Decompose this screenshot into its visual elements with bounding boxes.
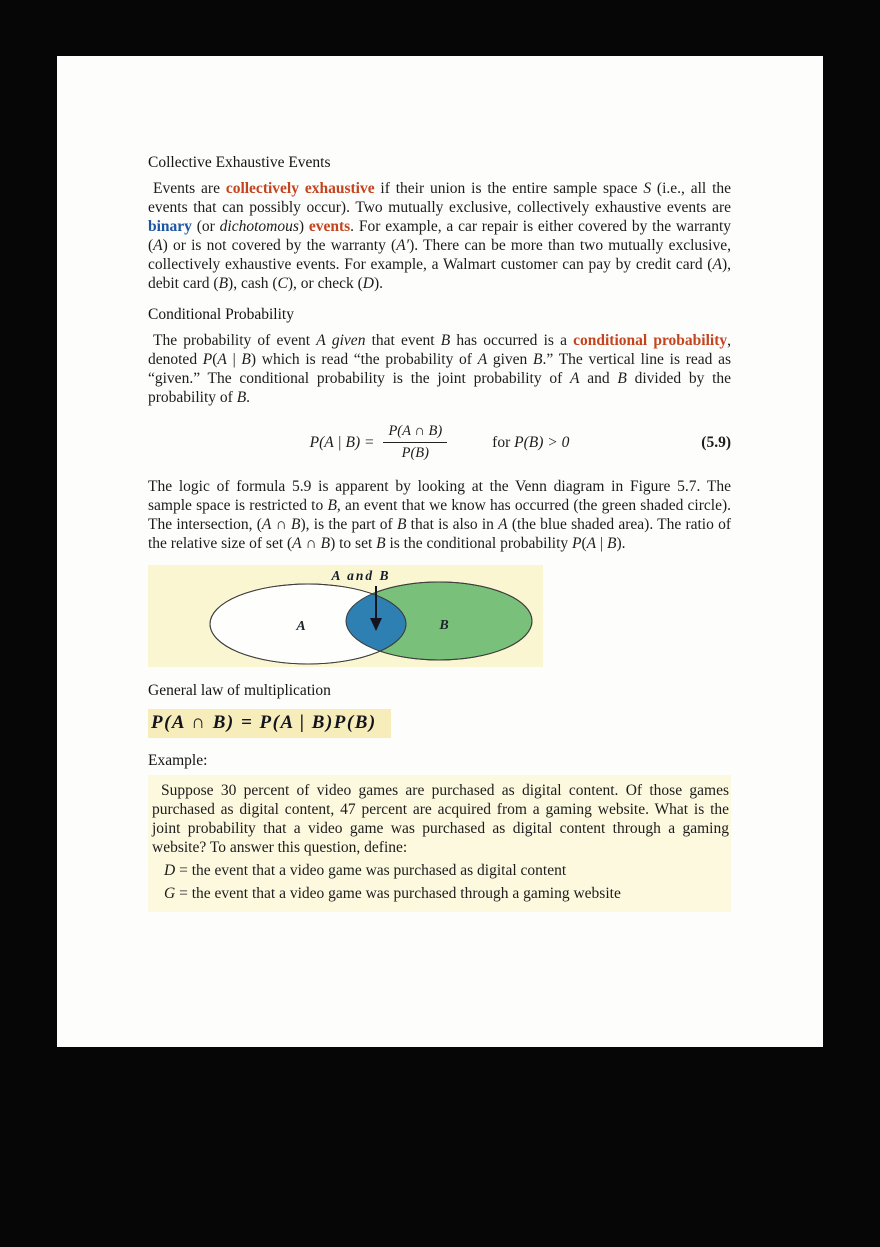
text-segment: , an event that we know has occurred (the green shaded circle). The intersection, ( <box>148 497 731 533</box>
text-segment: dichotomous <box>219 218 299 235</box>
venn-diagram-figure <box>148 565 543 667</box>
text-segment: P <box>202 351 213 368</box>
text-segment: ). There can be more than two mutually exclusive, collectively exhaustive events. For example, a Walmart customer can pay by credit card ( <box>148 237 731 273</box>
text-segment: is the conditional probability <box>385 535 572 552</box>
text-segment: . <box>246 389 251 406</box>
text-segment: D <box>164 862 176 879</box>
text-segment: ( <box>212 351 218 368</box>
text-segment: B <box>533 351 543 368</box>
example-label: Example: <box>148 752 208 769</box>
text-segment: A <box>316 332 326 349</box>
text-segment: ) <box>298 218 309 235</box>
text-segment: B <box>241 351 251 368</box>
equation-5-9 <box>148 423 731 463</box>
text-segment: collectively exhaustive <box>225 180 375 197</box>
text-segment: ), debit card ( <box>148 256 731 292</box>
equation-5-9-body <box>148 423 731 462</box>
text-segment: A <box>498 516 508 533</box>
text-segment: A′ <box>396 237 410 254</box>
definition-g <box>164 884 729 903</box>
text-segment: if their union is the entire sample space <box>374 180 644 197</box>
venn-label-a: A <box>296 619 306 634</box>
text-segment: binary <box>148 218 192 235</box>
text-segment: D <box>362 275 374 292</box>
text-segment: ). <box>616 535 626 552</box>
text-segment: A <box>292 535 302 552</box>
text-segment: B <box>291 516 301 533</box>
text-segment: ), cash ( <box>228 275 278 292</box>
text-segment: . For example, a car repair is either covered by the warranty ( <box>148 218 731 254</box>
heading-collective-exhaustive-events: Collective Exhaustive Events <box>148 154 331 171</box>
general-law-label: General law of multiplication <box>148 682 331 699</box>
fraction-numerator: P(A ∩ B) <box>383 423 447 443</box>
text-segment: C <box>277 275 288 292</box>
text-segment: | <box>596 535 607 552</box>
condition-expression: P(B) > 0 <box>514 433 570 451</box>
text-segment: B <box>320 535 331 552</box>
equation-lhs: P(A | B) = <box>309 433 375 451</box>
text-segment: that is also in <box>406 516 499 533</box>
text-segment: B <box>376 535 386 552</box>
text-segment: (i.e., all the events that can possibly occur). Two mutually exclusive, collectively exhaustive events are <box>148 180 732 216</box>
text-segment: ) to set <box>330 535 377 552</box>
condition-word: for <box>492 433 515 451</box>
text-segment: ) or is not covered by the warranty ( <box>162 237 397 254</box>
example-paragraph <box>152 781 729 857</box>
text-segment: B <box>236 389 247 406</box>
example-box <box>148 775 731 912</box>
text-segment: ). <box>373 275 384 292</box>
text-segment: has occurred is a <box>450 332 574 349</box>
text-segment: (or <box>191 218 220 235</box>
text-segment: A <box>261 516 272 533</box>
definition-d <box>164 861 729 880</box>
text-segment: and <box>579 370 618 387</box>
text-segment: conditional probability <box>573 332 728 349</box>
text-segment: given <box>487 351 534 368</box>
heading-conditional-probability: Conditional Probability <box>148 306 294 323</box>
document-page <box>57 56 823 1047</box>
text-segment: ), or check ( <box>287 275 363 292</box>
paragraph-conditional-probability <box>148 331 731 407</box>
text-segment: ∩ <box>271 516 292 533</box>
text-segment: Suppose 30 percent of video games are purchased as digital content. Of those games purchased as digital content, 47 percent are acquired from a gaming website. What is the joint probability that a video game was purchased as digital content through a gaming website? To answer this question, define: <box>152 782 729 856</box>
page-content <box>57 56 823 912</box>
text-segment: A <box>153 237 163 254</box>
venn-label-b: B <box>439 618 449 633</box>
equation-number: (5.9) <box>701 434 731 451</box>
text-segment: ∩ <box>301 535 321 552</box>
text-segment: Events are <box>153 180 226 197</box>
text-segment: ), is the part of <box>300 516 397 533</box>
text-segment: | <box>226 351 242 368</box>
text-segment: = the event that a video game was purchased as digital content <box>175 862 567 879</box>
text-segment: given <box>331 332 366 349</box>
text-segment: The logic of formula 5.9 is apparent by looking at the Venn diagram in Figure 5.7. The sample space is restricted to <box>148 478 731 514</box>
text-segment: B <box>440 332 451 349</box>
text-segment: The probability of event <box>153 332 317 349</box>
equation-fraction <box>383 423 447 462</box>
text-segment: B <box>396 516 407 533</box>
text-segment: P <box>572 535 582 552</box>
venn-diagram <box>148 565 543 667</box>
text-segment: B <box>327 497 337 514</box>
fraction-denominator: P(B) <box>401 445 429 461</box>
text-segment: , denoted <box>148 332 732 368</box>
text-segment: S <box>643 180 652 197</box>
text-segment: B <box>218 275 229 292</box>
text-segment: divided by the probability of <box>148 370 732 406</box>
text-segment: A <box>712 256 722 273</box>
multiplication-law-formula <box>148 709 731 738</box>
text-segment: .” The vertical line is read as “given.” The conditional probability is the joint probability of <box>148 351 731 387</box>
text-segment: = the event that a video game was purchased through a gaming website <box>175 885 621 902</box>
text-segment: B <box>617 370 627 387</box>
text-segment: that event <box>365 332 441 349</box>
text-segment: A <box>570 370 580 387</box>
text-segment: A <box>477 351 488 368</box>
text-segment: (the blue shaded area). The ratio of the relative size of set ( <box>148 516 731 552</box>
text-segment: ( <box>581 535 587 552</box>
text-segment: ) which is read “the probability of <box>250 351 478 368</box>
paragraph-collective-exhaustive <box>148 179 731 293</box>
text-segment: G <box>164 885 176 902</box>
text-segment: A <box>586 535 597 552</box>
venn-title: A and B <box>331 568 391 583</box>
equation-condition <box>492 434 569 452</box>
text-segment: events <box>308 218 351 235</box>
multiplication-law-text: P(A ∩ B) = P(A | B)P(B) <box>148 709 391 738</box>
text-segment: B <box>606 535 617 552</box>
paragraph-venn-logic <box>148 477 731 553</box>
text-segment: A <box>217 351 227 368</box>
